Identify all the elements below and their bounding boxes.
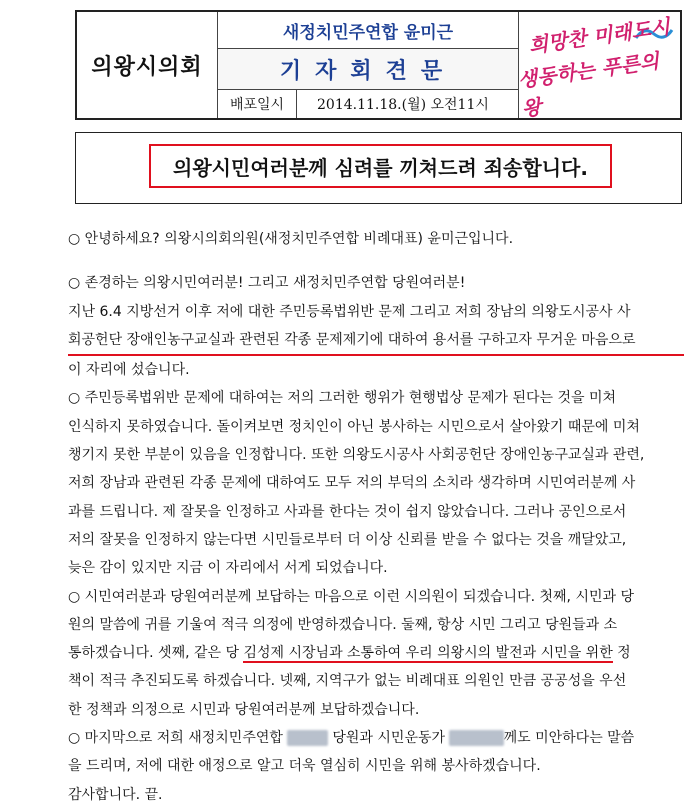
line [68,639,684,667]
press-header-table [75,10,682,120]
line: 한 정책과 의정으로 시민과 당원여러분께 보답하겠습니다. [68,701,420,718]
closing: 감사합니다. 끝. [68,786,163,803]
paragraph-address: ○ 존경하는 의왕시민여러분! 그리고 새정치민주연합 당원여러분! [68,275,466,292]
city-slogan-logo [516,12,680,121]
line: ○ 주민등록법위반 문제에 대하여는 저의 그러한 행위가 현행법상 문제가 된다는 것을 미쳐 [68,390,617,407]
line: 이 자리에 섰습니다. [68,362,190,379]
release-date-row [218,90,518,118]
text-span: 정 [612,645,631,662]
release-date-label: 배포일시 [218,90,297,118]
slogan-line-2: 생동하는 푸른의왕 [516,48,661,121]
press-title: 의왕시민여러분께 심려를 끼쳐드려 죄송합니다. [149,144,612,188]
underlined-phrase: 김성제 시장님과 소통하여 우리 의왕시의 발전과 시민을 위한 [243,645,613,662]
line: 지난 6.4 지방선거 이후 저에 대한 주민등록법위반 문제 그리고 저희 장남의 의왕도시공사 사 [68,303,631,320]
line [68,724,684,752]
statement-body [68,225,684,809]
slogan-line-1: 희망찬 미래도시 [527,13,672,58]
member-name: 새정치민주연합 윤미근 [218,12,518,49]
text-span: ○ 마지막으로 저희 새정치민주연합 [68,730,288,747]
blurred-name [449,730,503,746]
title-box [75,132,682,204]
line: 저희 장남과 관련된 각종 문제에 대하여도 모두 저의 부덕의 소치라 생각하며 시민여러분께 사 [68,475,636,492]
line: 책이 적극 추진되도록 하겠습니다. 넷째, 지역구가 없는 비례대표 의원인 만큼 공공성을 우선 [68,673,627,690]
line: 늦은 감이 있지만 지금 이 자리에서 서게 되었습니다. [68,560,388,577]
line: 인식하지 못하였습니다. 돌이켜보면 정치인이 아닌 봉사하는 시민으로서 살아왔기 때문에 미쳐 [68,418,640,435]
line: ○ 시민여러분과 당원여러분께 보답하는 마음으로 이런 시의원이 되겠습니다. 첫째, 시민과 당 [68,588,635,605]
line: 과를 드립니다. 제 잘못을 인정하고 사과를 한다는 것이 쉽지 않았습니다. 그러나 공인으로서 [68,503,627,520]
council-name: 의왕시의회 [77,12,218,118]
underlined-line: 회공헌단 장애인농구교실과 관련된 각종 문제제기에 대하여 용서를 구하고자 무거운 마음으로 [68,326,684,356]
header-center [218,12,519,118]
blurred-name [287,730,328,746]
text-span: 당원과 시민운동가 [327,730,450,747]
line: 원의 말씀에 귀를 기울여 적극 의정에 반영하겠습니다. 둘째, 항상 시민 그리고 당원들과 소 [68,616,618,633]
line: 챙기지 못한 부분이 있음을 인정합니다. 또한 의왕도시공사 사회공헌단 장애인농구교실과 관련, [68,447,645,464]
text-span: 께도 미안하다는 말씀 [503,730,635,747]
document-type: 기자회견문 [218,49,518,90]
paragraph-greeting: ○ 안녕하세요? 의왕시의회의원(새정치민주연합 비례대표) 윤미근입니다. [68,231,514,247]
line: 을 드리며, 저에 대한 애정으로 알고 더욱 열심히 시민을 위해 봉사하겠습니다. [68,758,541,775]
line: 저의 잘못을 인정하지 않는다면 시민들로부터 더 이상 신뢰를 받을 수 없다는 것을 깨달았고, [68,531,627,548]
release-date-value: 2014.11.18.(월) 오전11시 [317,97,489,113]
text-span: 통하겠습니다. 셋째, 같은 당 [68,645,244,662]
